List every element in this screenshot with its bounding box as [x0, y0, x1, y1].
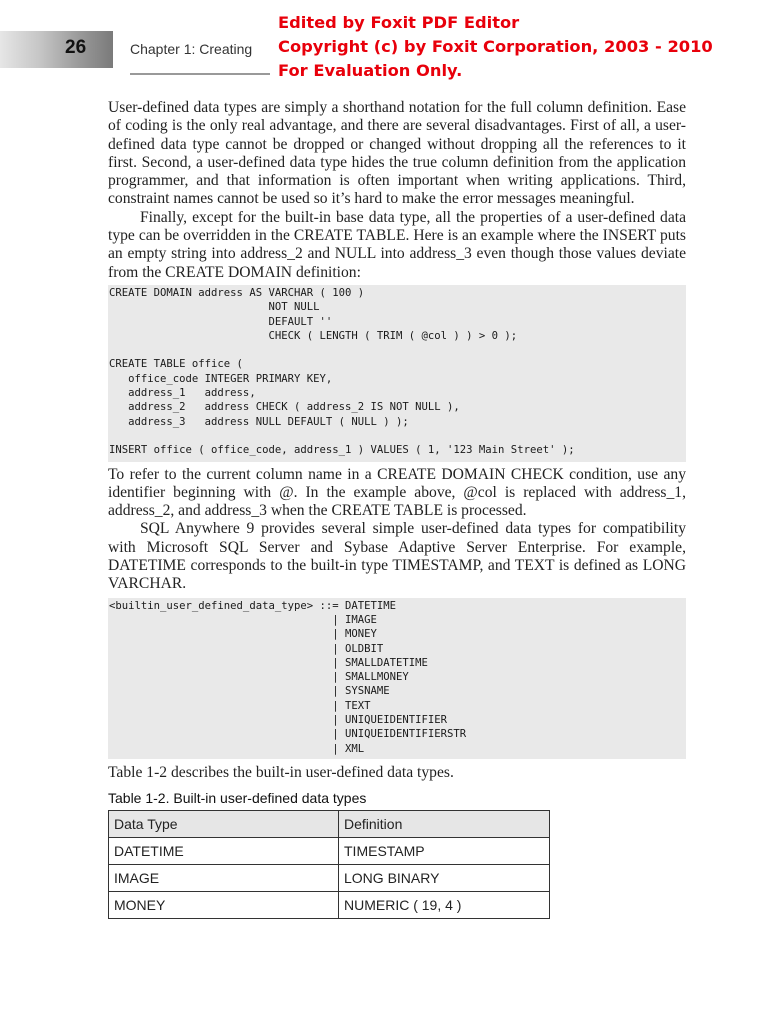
table-cell: IMAGE: [109, 865, 339, 892]
foxit-watermark: [278, 11, 713, 83]
paragraph-user-defined-types: User-defined data types are simply a shorthand notation for the full column definition. Ease of coding is the only real advantage, and there are several disadvantages. First of all, a user-defined data type cannot be dropped or changed without dropping all the references to it first. Second, a user-defined data type hides the true column definition from the application programmer, and that information is often important when writing applications. Third, constraint names cannot be used so it’s hard to make the error messages meaningful.: [108, 99, 686, 208]
table-row: [109, 892, 550, 919]
code-block-builtin-types: <builtin_user_defined_data_type> ::= DATETIME | IMAGE | MONEY | OLDBIT | SMALLDATETIME | SMALLMONEY | SYSNAME | TEXT | UNIQUEIDENTIFIER | UNIQUEIDENTIFIERSTR | XML: [108, 598, 686, 759]
page-number-tab: [0, 31, 113, 68]
paragraph-table-intro: Table 1-2 describes the built-in user-defined data types.: [108, 763, 454, 781]
table-row: [109, 865, 550, 892]
data-types-table: [108, 810, 550, 919]
watermark-line-1: Edited by Foxit PDF Editor: [278, 11, 519, 35]
paragraph-overrides: Finally, except for the built-in base data type, all the properties of a user-defined data type can be overridden in the CREATE TABLE. Here is an example where the INSERT puts an empty string into address_2 and NULL into address_3 even though those values deviate from the CREATE DOMAIN definition:: [108, 208, 686, 281]
table-caption: Table 1-2. Built-in user-defined data types: [108, 790, 367, 807]
paragraph-sql-anywhere: SQL Anywhere 9 provides several simple user-defined data types for compatibility with Microsoft SQL Server and Sybase Adaptive Server Enterprise. For example, DATETIME corresponds to the built-in type TIMESTAMP, and TEXT is defined as LONG VARCHAR.: [108, 520, 686, 593]
table-row: [109, 838, 550, 865]
paragraph-column-name: To refer to the current column name in a CREATE DOMAIN CHECK condition, use any identifier beginning with @. In the example above, @col is replaced with address_1, address_2, and address_3 when the CREATE TABLE is processed.: [108, 465, 686, 520]
column-header: Data Type: [109, 811, 339, 838]
table-cell: DATETIME: [109, 838, 339, 865]
page-body: [108, 99, 686, 919]
column-header: Definition: [339, 811, 550, 838]
watermark-line-2: Copyright (c) by Foxit Corporation, 2003 - 2010: [278, 35, 713, 59]
table-cell: NUMERIC ( 19, 4 ): [339, 892, 550, 919]
page-number: 26: [65, 37, 87, 58]
code-block-create-domain: CREATE DOMAIN address AS VARCHAR ( 100 ) NOT NULL DEFAULT '' CHECK ( LENGTH ( TRIM ( @col ) ) > 0 ); CREATE TABLE office ( office_code INTEGER PRIMARY KEY, address_1 address, address_2 address CHECK ( address_2 IS NOT NULL ), address_3 address NULL DEFAULT ( NULL ) ); INSERT office ( office_code, address_1 ) VALUES ( 1, '123 Main Street' );: [108, 285, 686, 462]
table-cell: MONEY: [109, 892, 339, 919]
table-cell: TIMESTAMP: [339, 838, 550, 865]
watermark-line-3: For Evaluation Only.: [278, 59, 462, 83]
table-cell: LONG BINARY: [339, 865, 550, 892]
header-rule: [130, 73, 270, 75]
chapter-title: Chapter 1: Creating: [130, 41, 253, 57]
table-header-row: [109, 811, 550, 838]
